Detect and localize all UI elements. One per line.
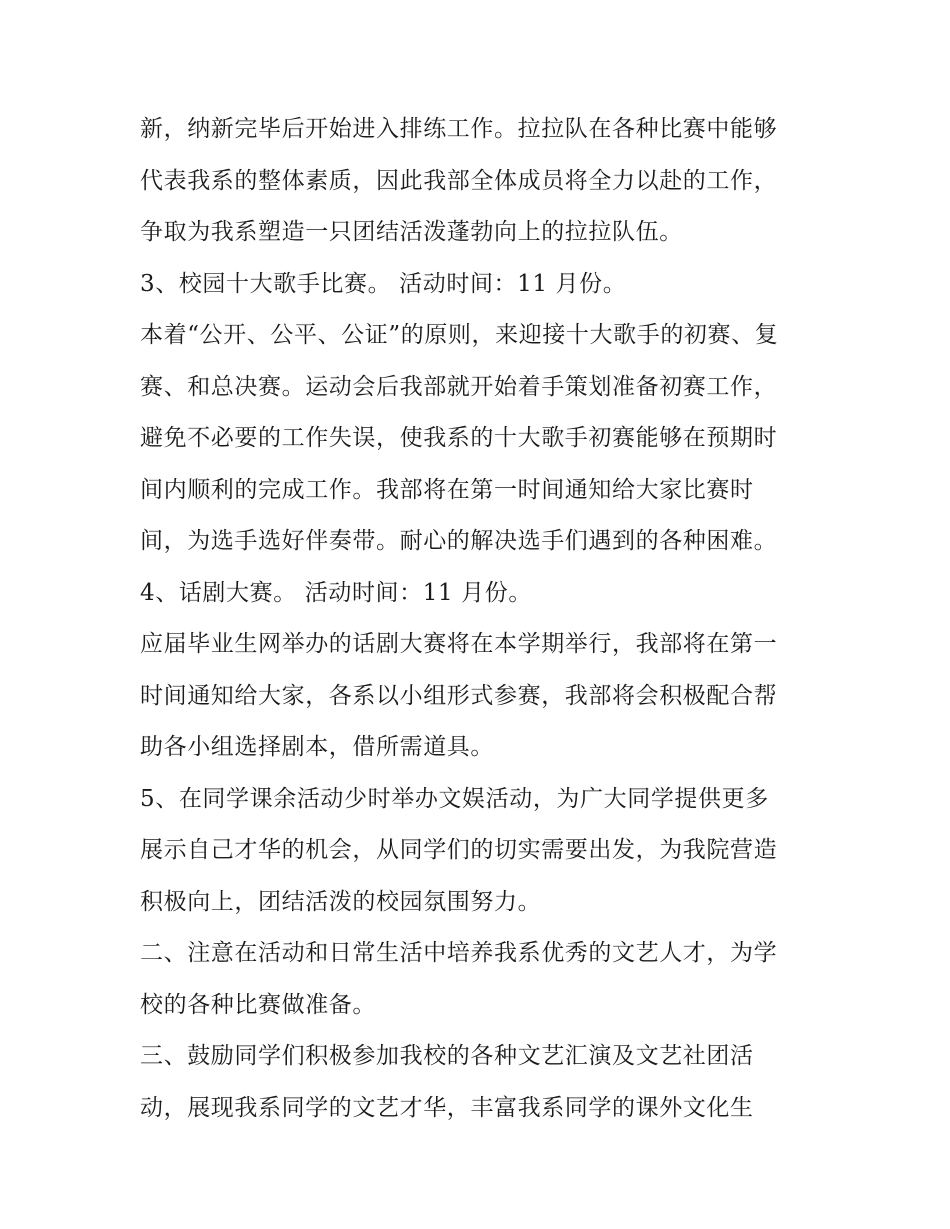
text-line: 赛、和总决赛。运动会后我部就开始着手策划准备初赛工作， (140, 373, 778, 400)
text-line: 避免不必要的工作失误，使我系的十大歌手初赛能够在预期时 (140, 425, 778, 451)
section-heading-entertainment: 5、在同学课余活动少时举办文娱活动，为广大同学提供更多 (140, 785, 769, 812)
text-line: 动，展现我系同学的文艺才华，丰富我系同学的课外文化生 (140, 1094, 754, 1121)
section-heading-three: 三、鼓励同学们积极参加我校的各种文艺汇演及文艺社团活 (140, 1043, 754, 1069)
text-line: 争取为我系塑造一只团结活泼蓬勃向上的拉拉队伍。 (140, 219, 683, 245)
text-line: 本着“公开、公平、公证”的原则，来迎接十大歌手的初赛、复 (140, 322, 779, 348)
text-line: 间，为选手选好伴奏带。耐心的解决选手们遇到的各种困难。 (140, 528, 778, 554)
text-line: 代表我系的整体素质，因此我部全体成员将全力以赴的工作， (140, 167, 778, 194)
document-body (140, 104, 830, 1134)
section-heading-two: 二、注意在活动和日常生活中培养我系优秀的文艺人才，为学 (140, 940, 778, 966)
text-line: 间内顺利的完成工作。我部将在第一时间通知给大家比赛时 (140, 476, 754, 503)
text-line: 应届毕业生网举办的话剧大赛将在本学期举行，我部将在第一 (140, 631, 778, 657)
text-line: 助各小组选择剧本，借所需道具。 (140, 734, 494, 760)
text-line: 展示自己才华的机会，从同学们的切实需要出发，为我院营造 (140, 837, 778, 863)
text-line: 积极向上，团结活泼的校园氛围努力。 (140, 888, 542, 915)
text-line: 时间通知给大家，各系以小组形式参赛，我部将会积极配合帮 (140, 682, 778, 709)
text-line: 校的各种比赛做准备。 (140, 991, 376, 1018)
text-line: 新，纳新完毕后开始进入排练工作。拉拉队在各种比赛中能够 (140, 116, 778, 142)
section-heading-drama: 4、话剧大赛。 活动时间：11 月份。 (140, 579, 532, 606)
section-heading-singers: 3、校园十大歌手比赛。 活动时间：11 月份。 (140, 270, 627, 297)
